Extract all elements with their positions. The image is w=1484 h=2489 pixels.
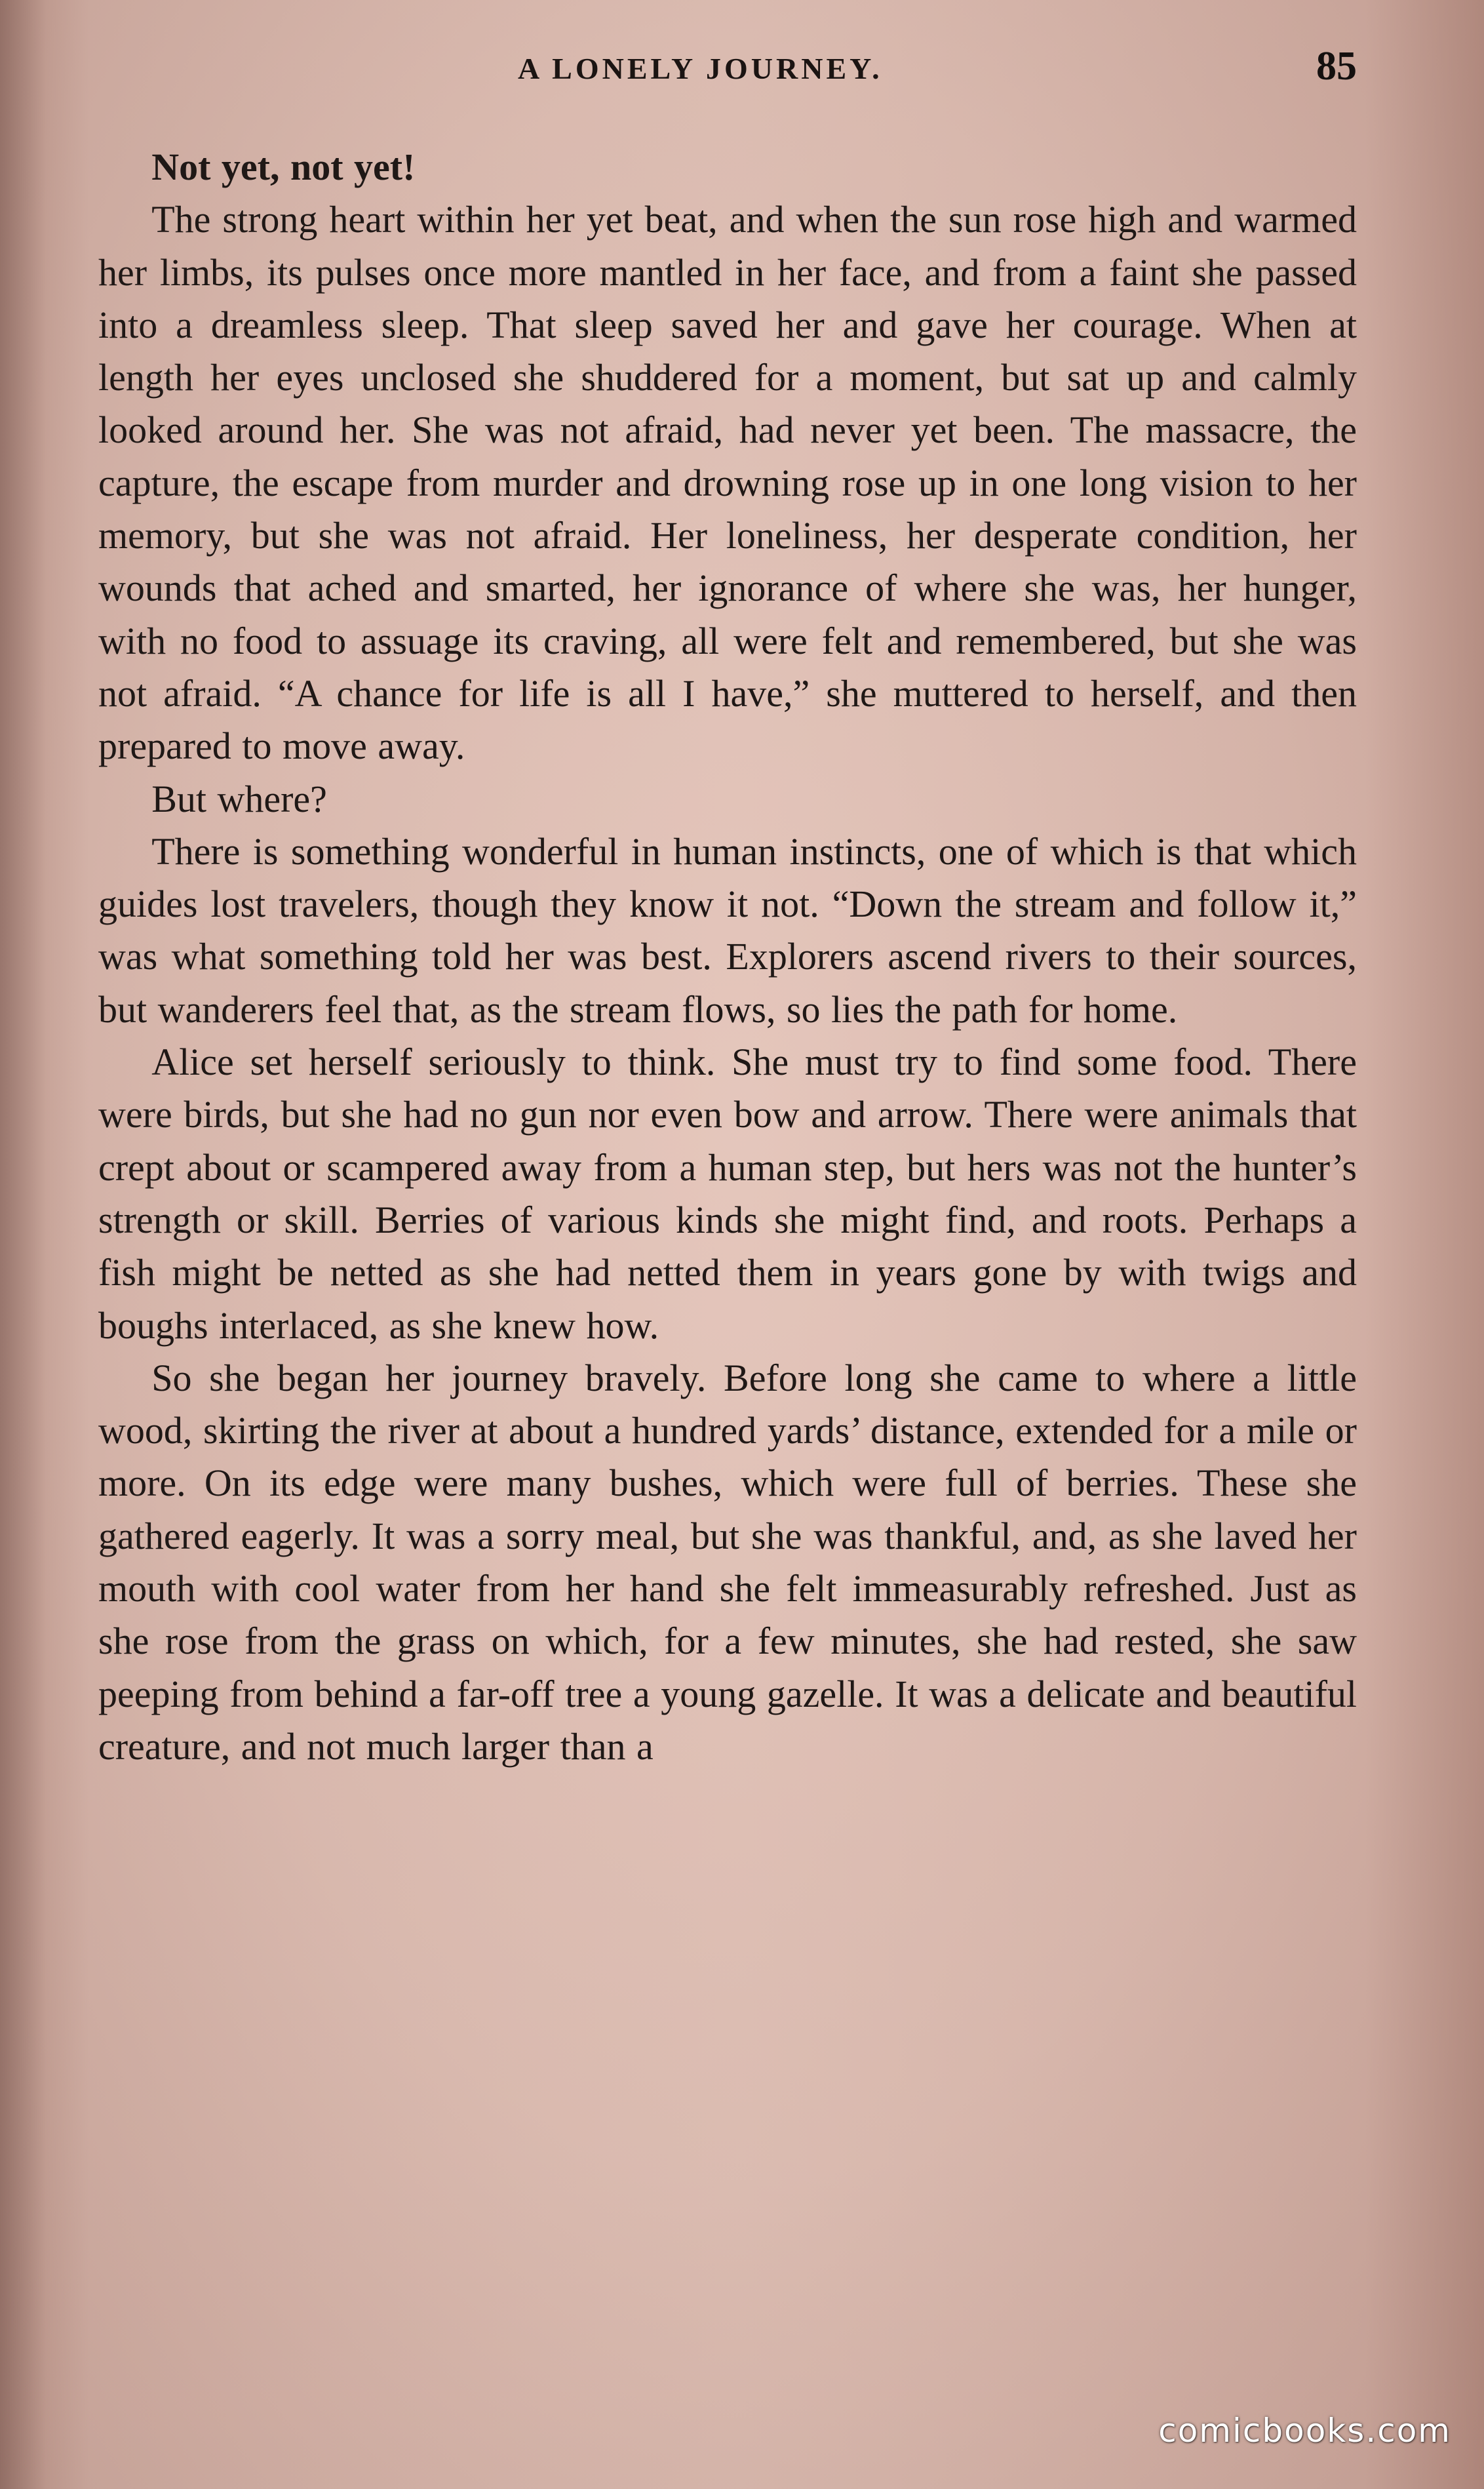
running-title: A LONELY JOURNEY.: [518, 52, 883, 85]
page-number: 85: [1316, 44, 1357, 89]
paragraph: Alice set herself seriously to think. She must try to find some food. There were birds, but she had no gun nor even bow and arrow. There were animals that crept about or scampered away from a human step, but hers was not the hunter’s strength or skill. Berries of various kinds she might find, and roots. Perhaps a fish might be netted as she had netted them in years gone by with twigs and boughs interlaced, as she knew how.: [98, 1041, 1357, 1347]
paragraph: There is something wonderful in human instincts, one of which is that which guides lost travelers, though they know it not. “Down the stream and follow it,” was what something told her was best. Explorers ascend rivers to their sources, but wanderers feel that, as the stream flows, so lies the path for home.: [98, 829, 1357, 1031]
watermark: comicbooks.com: [1158, 2412, 1451, 2450]
page-header: [98, 46, 1357, 92]
paragraph: But where?: [151, 777, 327, 820]
paragraph: The strong heart within her yet beat, and when the sun rose high and warmed her limbs, its pulses once more mantled in her face, and from a faint she passed into a dreamless sleep. That sleep saved her and gave her courage. When at length her eyes unclosed she shuddered for a moment, but sat up and calmly looked around her. She was not afraid, had never yet been. The massacre, the capture, the escape from murder and drowning rose up in one long vision to her memory, but she was not afraid. Her loneliness, her desperate condition, her wounds that ached and smarted, her ignorance of where she was, her hunger, with no food to assuage its craving, all were felt and remembered, but she was not afraid. “A chance for life is all I have,” she muttered to herself, and then prepared to move away.: [98, 198, 1357, 768]
body-text: [98, 141, 1357, 1773]
paragraph: So she began her journey bravely. Before long she came to where a little wood, skirting the river at about a hundred yards’ distance, extended for a mile or more. On its edge were many bushes, which were full of berries. These she gathered eagerly. It was a sorry meal, but she was thankful, and, as she laved her mouth with cool water from her hand she felt immeasurably refreshed. Just as she rose from the grass on which, for a few minutes, she had rested, she saw peeping from behind a far-off tree a young gazelle. It was a delicate and beautiful creature, and not much larger than a: [98, 1356, 1357, 1768]
paragraph: Not yet, not yet!: [151, 146, 416, 188]
page-edge-shadow: [0, 0, 46, 2489]
